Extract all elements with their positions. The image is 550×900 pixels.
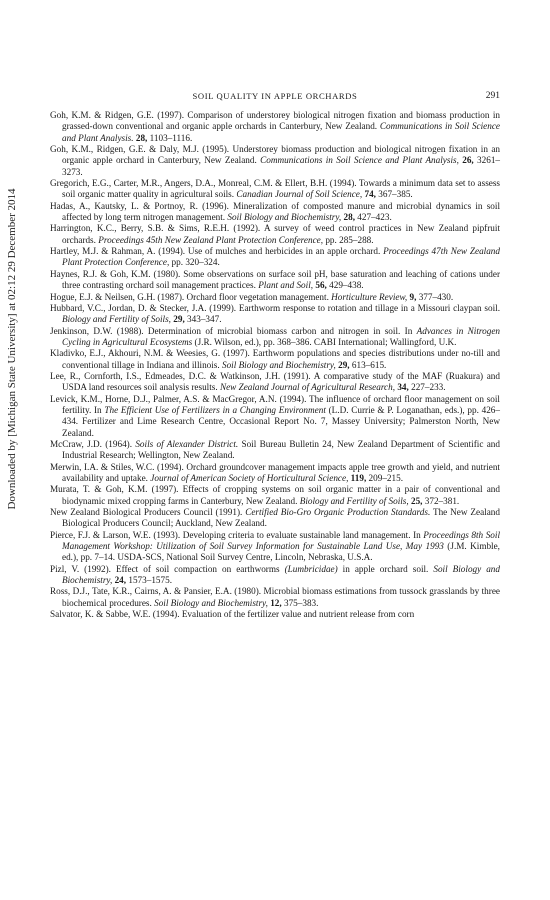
reference-entry — [50, 348, 500, 371]
reference-source: Proceedings 45th New Zealand Plant Protection Conference, — [98, 234, 324, 245]
reference-source: The Efficient Use of Fertilizers in a Changing Environment — [104, 404, 326, 415]
reference-entry — [50, 246, 500, 269]
reference-authors-title: Lee, R., Cornforth, I.S., Edmeades, D.C. & Watkinson, J.H. (1991). A comparative study of the MAF (Ruakura) and USDA land resources soil analysis results. — [50, 370, 500, 393]
reference-authors-title: Pierce, F.J. & Larson, W.E. (1993). Developing criteria to evaluate sustainable land management. In — [50, 529, 424, 540]
reference-entry — [50, 371, 500, 394]
reference-source: Soil Biology and Biochemistry, — [62, 563, 500, 586]
reference-authors-title: Kladivko, E.J., Akhouri, N.M. & Weesies, G. (1997). Earthworm populations and species distributions under no-till and conventional tillage in Indiana and illinois. — [50, 348, 500, 370]
reference-authors-title: Merwin, I.A. & Stiles, W.C. (1994). Orchard groundcover management impacts apple tree growth and yield, and nutrient availability and uptake. — [50, 461, 500, 483]
reference-authors-title: Levick, K.M., Horne, D.J., Palmer, A.S. & MacGregor, A.N. (1994). The influence of orchard floor management on soil fertility. In — [50, 393, 500, 415]
reference-source: Communications in Soil Science and Plant Analysis. — [62, 121, 500, 143]
reference-source: Communications in Soil Science and Plant Analysis, — [260, 155, 459, 166]
reference-pages: Soil Bureau Bulletin 24, New Zealand Department of Scientific and Industrial Research; Wellington, New Zealand. — [62, 438, 500, 461]
reference-pages: in apple orchard soil. — [337, 563, 434, 574]
reference-entry — [50, 223, 500, 246]
reference-entry — [50, 484, 500, 507]
reference-entry — [50, 507, 500, 530]
reference-source: Soil Biology and Biochemistry, — [221, 359, 336, 370]
reference-entry — [50, 564, 500, 587]
reference-source: Soils of Alexander District. — [135, 438, 239, 449]
reference-entry — [50, 201, 500, 224]
reference-pages: (J.R. Wilson, ed.), pp. 368–386. CABI International; Wallingford, U.K. — [192, 336, 457, 347]
reference-pages: 209–215. — [366, 473, 403, 483]
reference-entry — [50, 326, 500, 349]
reference-pages: 427–423. — [355, 212, 392, 223]
reference-authors-title: Goh, K.M. & Ridgen, G.E. (1997). Comparison of understorey biological nitrogen fixation and biomass production in grassed-down conventional and organic apple orchards in Canterbury, New Zealand. — [50, 110, 500, 132]
reference-pages: pp. 320–324. — [169, 257, 220, 268]
reference-pages: 343–347. — [184, 314, 222, 325]
reference-entry — [50, 530, 500, 564]
reference-pages: 377–430. — [416, 291, 454, 302]
reference-entry — [50, 439, 500, 462]
reference-source: Journal of American Society of Horticultural Science, — [150, 473, 349, 483]
reference-pages: 613–615. — [349, 359, 387, 370]
reference-authors-title: Salvator, K. & Sabbe, W.E. (1994). Evaluation of the fertilizer value and nutrient release from corn — [50, 609, 415, 620]
reference-volume: 25, — [410, 495, 423, 506]
reference-source: Proceedings 8th Soil Management Workshop: Utilization of Soil Survey Information for Sustainable Land Use, May 1993 — [62, 529, 500, 552]
reference-source: Proceedings 47th New Zealand Plant Protection Conference, — [62, 246, 500, 268]
running-title: SOIL QUALITY IN APPLE ORCHARDS — [192, 91, 358, 101]
reference-volume: 28, — [135, 132, 148, 143]
reference-volume: 29, — [173, 314, 185, 325]
reference-authors-title: Ross, D.J., Tate, K.R., Cairns, A. & Pansier, E.A. (1980). Microbial biomass estimations from tussock grasslands by three biochemical procedures. — [50, 586, 500, 608]
reference-source: Biology and Fertility of Soils, — [299, 495, 409, 506]
reference-source: Biology and Fertility of Soils, — [62, 314, 171, 325]
reference-authors-title: Hadas, A., Kautsky, L. & Portnoy, R. (1996). Mineralization of composted manure and microbial dynamics in soil affected by long term nitrogen management. — [50, 200, 500, 223]
reference-pages: 372–381. — [422, 495, 460, 506]
reference-pages: pp. 285–288. — [323, 234, 374, 245]
reference-entry — [50, 178, 500, 201]
reference-authors-title: Hartley, M.J. & Rahman, A. (1994). Use of mulches and herbicides in an apple orchard. — [50, 246, 384, 257]
reference-pages: 1103–1116. — [147, 132, 193, 143]
reference-volume: 28, — [343, 212, 355, 223]
reference-pages: 367–385. — [375, 189, 413, 200]
reference-authors-title: New Zealand Biological Producers Council (1991). — [50, 507, 246, 518]
reference-pages: The New Zealand Biological Producers Council; Auckland, New Zealand. — [62, 507, 500, 529]
download-watermark: Downloaded by [Michigan State University] at 02:12 29 December 2014 — [6, 188, 18, 510]
reference-entry — [50, 144, 500, 178]
reference-entry — [50, 462, 500, 485]
reference-volume: 74, — [364, 189, 376, 200]
reference-source: Soil Biology and Biochemistry, — [227, 212, 342, 223]
reference-authors-title: Jenkinson, D.W. (1988). Determination of microbial biomass carbon and nitrogen in soil. In — [50, 325, 417, 336]
reference-source: Horticulture Review, — [331, 291, 408, 302]
reference-volume: 119, — [350, 473, 367, 483]
reference-authors-title: Pizl, V. (1992). Effect of soil compaction on earthworms — [50, 563, 285, 574]
reference-pages: 3261–3273. — [62, 155, 501, 177]
reference-authors-title: Haynes, R.J. & Goh, K.M. (1980). Some observations on surface soil pH, base saturation and leaching of cations under three contrasting orchard soil management practices. — [50, 268, 500, 291]
reference-entry — [50, 269, 500, 292]
reference-volume: 26, — [462, 155, 474, 166]
reference-entry — [50, 394, 500, 439]
reference-volume: 12, — [270, 597, 282, 608]
reference-volume: 24, — [114, 575, 127, 586]
reference-pages: 1573–1575. — [126, 575, 172, 586]
reference-volume: 29, — [338, 359, 350, 370]
reference-pages: 375–383. — [281, 597, 319, 608]
reference-entry — [50, 292, 500, 303]
reference-pages: (J.M. Kimble, ed.), pp. 7–14. USDA-SCS, National Soil Survey Centre, Lincoln, Nebraska, U.S.A. — [62, 541, 500, 563]
reference-source: Canadian Journal of Soil Science, — [236, 189, 363, 200]
reference-pages: (L.D. Currie & P. Loganathan, eds.), pp. 426–434. Fertilizer and Lime Research Centre, Occasional Report No. 7, Massey University; Palmerston North, New Zealand. — [62, 404, 500, 438]
reference-volume: 9, — [409, 291, 417, 302]
reference-volume: 34, — [397, 382, 409, 393]
page-number: 291 — [485, 91, 500, 101]
reference-entry — [50, 609, 500, 620]
reference-entry — [50, 586, 500, 609]
reference-authors-title: Murata, T. & Goh, K.M. (1997). Effects of cropping systems on soil organic matter in a pair of conventional and biodynamic mixed cropping farms in Canterbury, New Zealand. — [50, 484, 500, 506]
reference-authors-title: Hubbard, V.C., Jordan, D. & Stecker, J.A. (1999). Earthworm response to rotation and tillage in a Missouri claypan soil. — [50, 302, 500, 313]
reference-source: New Zealand Journal of Agricultural Research, — [219, 382, 396, 393]
reference-pages: 429–438. — [326, 280, 364, 291]
reference-source: Certified Bio-Gro Organic Production Standards. — [245, 507, 431, 518]
reference-source: Plant and Soil, — [258, 280, 314, 291]
reference-authors-title: Gregorich, E.G., Carter, M.R., Angers, D.A., Monreal, C.M. & Ellert, B.H. (1994). Towards a minimum data set to assess soil organic matter quality in agricultural soils. — [50, 178, 500, 200]
reference-volume: 56, — [315, 280, 327, 291]
reference-entry — [50, 110, 500, 144]
reference-authors-title: Hogue, E.J. & Neilsen, G.H. (1987). Orchard floor vegetation management. — [50, 291, 332, 302]
reference-authors-title: McCraw, J.D. (1964). — [50, 438, 136, 449]
reference-authors-title: Goh, K.M., Ridgen, G.E. & Daly, M.J. (1995). Understorey biomass production and biological nitrogen fixation in an organic apple orchard in Canterbury, New Zealand. — [50, 144, 500, 166]
reference-source: (Lumbricidae) — [284, 563, 338, 574]
running-header — [50, 89, 500, 103]
reference-source: Advances in Nitrogen Cycling in Agricultural Ecosystems — [62, 325, 500, 347]
reference-entry — [50, 303, 500, 326]
reference-source: Soil Biology and Biochemistry, — [154, 597, 268, 608]
reference-list — [50, 110, 500, 620]
reference-authors-title: Harrington, K.C., Berry, S.B. & Sims, R.E.H. (1992). A survey of weed control practices in New Zealand pipfruit orchards. — [50, 223, 500, 245]
reference-pages: 227–233. — [408, 382, 446, 393]
